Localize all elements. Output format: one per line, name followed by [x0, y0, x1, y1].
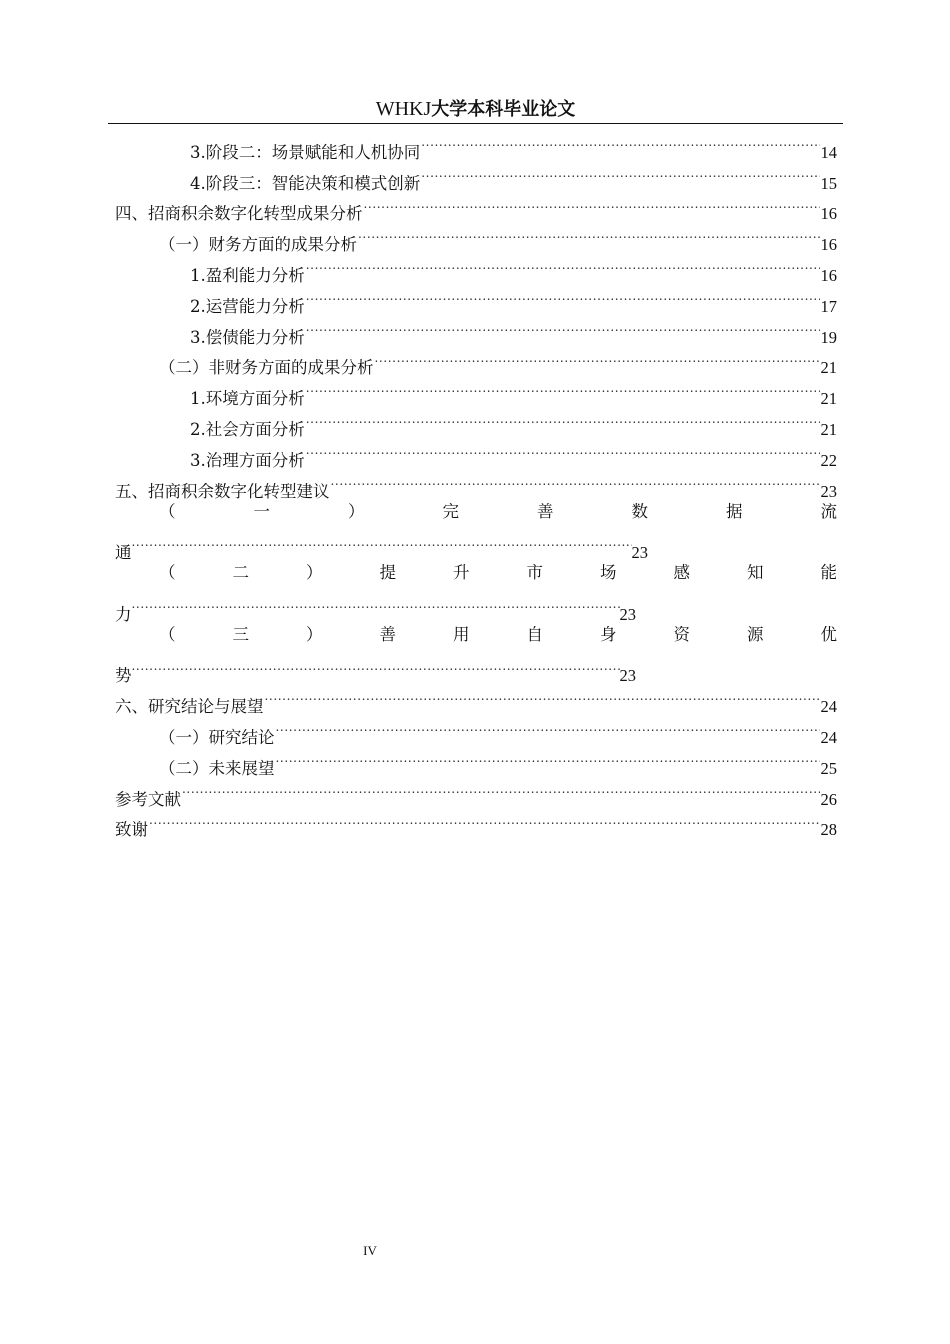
toc-entry-page: 14	[820, 142, 837, 162]
toc-entry[interactable]	[115, 805, 837, 840]
toc-char: 流	[820, 501, 837, 521]
toc-entry-page: 17	[820, 296, 837, 316]
toc-leader-dots	[306, 404, 820, 435]
toc-entry-title: （一）研究结论	[159, 727, 275, 747]
toc-char: 知	[747, 563, 764, 583]
toc-entry-title: 2.社会方面分析	[190, 419, 305, 439]
toc-entry-continuation[interactable]	[115, 589, 837, 624]
page-header	[108, 94, 843, 124]
toc-entry-page: 28	[820, 820, 837, 840]
toc-leader-dots	[364, 189, 820, 220]
toc-leader-dots	[306, 435, 820, 466]
toc-entry-page: 25	[820, 758, 837, 778]
toc-entry-title: 四、招商积余数字化转型成果分析	[115, 204, 363, 224]
toc-char: ）	[348, 501, 365, 521]
toc-entry-page: 21	[820, 358, 837, 378]
toc-leader-dots	[306, 373, 820, 404]
toc-char: 完	[442, 501, 459, 521]
toc-entry-page: 15	[820, 173, 837, 193]
header-rule	[108, 123, 843, 124]
toc-entry-title: 五、招商积余数字化转型建议	[115, 481, 330, 501]
toc-entry[interactable]	[115, 681, 837, 717]
toc-entry[interactable]	[115, 127, 837, 162]
toc-entry-title: 六、研究结论与展望	[115, 697, 264, 717]
toc-entry-page: 16	[820, 235, 837, 255]
toc-entry-page: 16	[820, 265, 837, 285]
toc-entry-page: 26	[820, 789, 837, 809]
toc-entry-page: 19	[820, 327, 837, 347]
toc-leader-dots	[276, 712, 820, 743]
toc-leader-dots	[331, 466, 820, 497]
toc-leader-dots	[306, 281, 820, 312]
toc-char: ）	[306, 563, 323, 583]
toc-char: 二	[232, 563, 249, 583]
toc-entry-page: 16	[820, 204, 837, 224]
header-title: 大学本科毕业论文	[431, 99, 576, 120]
toc-entry-spread-line[interactable]	[115, 558, 837, 589]
toc-entry-page: 22	[820, 450, 837, 470]
toc-leader-dots	[265, 681, 820, 712]
toc-entry-title: （二）未来展望	[159, 758, 275, 778]
toc-entry-page: 23	[820, 481, 837, 501]
toc-char: 资	[673, 624, 690, 644]
toc-leader-dots	[149, 805, 820, 836]
toc-leader-dots	[421, 127, 819, 158]
toc-leader-dots	[132, 589, 620, 620]
toc-leader-dots	[358, 219, 820, 250]
toc-entry-title: （一）财务方面的成果分析	[159, 235, 357, 255]
toc-char: 市	[526, 563, 543, 583]
toc-entry-page: 23	[619, 666, 636, 686]
toc-char: 优	[820, 624, 837, 644]
toc-entry-tail: 势	[115, 666, 132, 686]
toc-entry-spread-line[interactable]	[115, 620, 837, 651]
toc-char: （	[159, 501, 176, 521]
toc-leader-dots	[306, 250, 820, 281]
toc-entry[interactable]	[115, 774, 837, 809]
toc-entry-title: 3.阶段二：场景赋能和人机协同	[190, 142, 421, 162]
toc-char: 能	[820, 563, 837, 583]
table-of-contents	[115, 127, 837, 840]
toc-entry-title: 4.阶段三：智能决策和模式创新	[190, 173, 421, 193]
toc-leader-dots	[306, 312, 820, 343]
header-school-code: WHKJ	[375, 98, 432, 120]
toc-entry-title: （二）非财务方面的成果分析	[159, 358, 374, 378]
toc-leader-dots	[132, 527, 632, 558]
toc-entry-title: 2.运营能力分析	[190, 296, 305, 316]
toc-entry-continuation[interactable]	[115, 651, 837, 686]
toc-char: 据	[726, 501, 743, 521]
toc-entry-page: 23	[631, 543, 648, 563]
toc-char: 场	[600, 563, 617, 583]
toc-char: 数	[631, 501, 648, 521]
toc-char: 提	[379, 563, 396, 583]
toc-leader-dots	[276, 743, 820, 774]
toc-entry-title: 3.偿债能力分析	[190, 327, 305, 347]
toc-char: 身	[600, 624, 617, 644]
toc-char: 感	[673, 563, 690, 583]
toc-char: 升	[453, 563, 470, 583]
toc-char: （	[159, 624, 176, 644]
toc-char: 善	[537, 501, 554, 521]
toc-entry-tail: 力	[115, 604, 132, 624]
toc-char: 善	[379, 624, 396, 644]
toc-entry-title: 1.环境方面分析	[190, 389, 305, 409]
toc-entry-page: 24	[820, 727, 837, 747]
toc-leader-dots	[132, 651, 620, 682]
toc-leader-dots	[421, 158, 819, 189]
toc-entry-page: 21	[820, 389, 837, 409]
toc-char: 自	[526, 624, 543, 644]
toc-entry-continuation[interactable]	[115, 527, 837, 563]
toc-char: ）	[306, 624, 323, 644]
toc-entry-page: 24	[820, 697, 837, 717]
toc-entry-title: 参考文献	[115, 789, 181, 809]
toc-entry-page: 21	[820, 419, 837, 439]
toc-leader-dots	[375, 343, 820, 374]
toc-leader-dots	[182, 774, 820, 805]
toc-char: 源	[747, 624, 764, 644]
page-number: IV	[363, 1243, 377, 1258]
toc-entry-title: 1.盈利能力分析	[190, 265, 305, 285]
toc-entry-tail: 通	[115, 543, 132, 563]
toc-entry-page: 23	[619, 604, 636, 624]
toc-char: （	[159, 563, 176, 583]
toc-char: 用	[453, 624, 470, 644]
toc-entry-title: 致谢	[115, 820, 148, 840]
toc-entry-title: 3.治理方面分析	[190, 450, 305, 470]
toc-char: 三	[232, 624, 249, 644]
toc-char: 一	[253, 501, 270, 521]
